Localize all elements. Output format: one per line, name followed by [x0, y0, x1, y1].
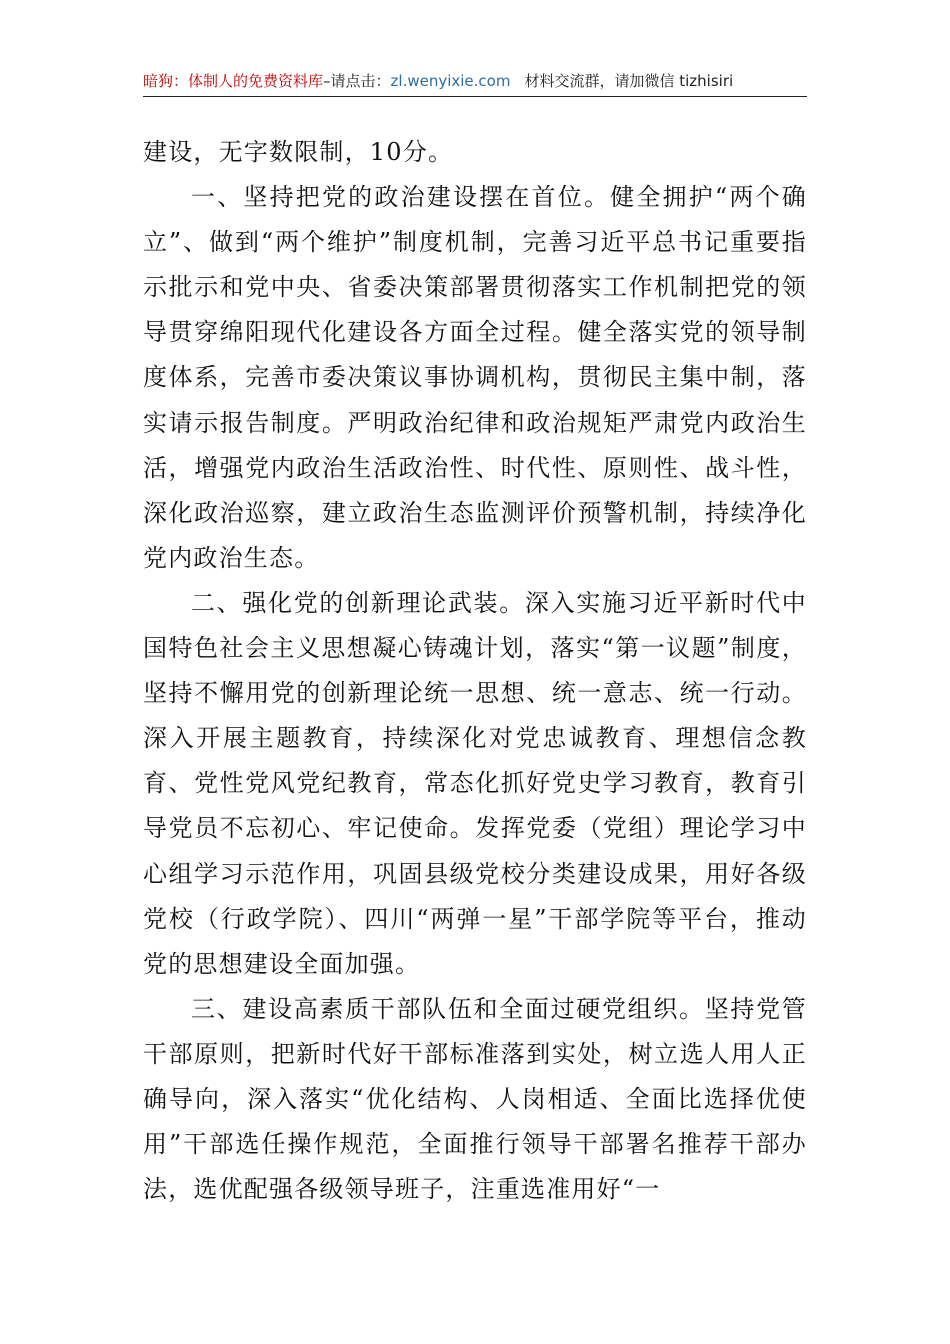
header-url-link[interactable]: zl.wenyixie.com [390, 72, 511, 90]
document-body [143, 130, 807, 1212]
header-prompt-text: –请点击： [323, 72, 391, 90]
page-header-banner [143, 66, 807, 97]
header-brand-text: 暗狗：体制人的免费资料库 [143, 72, 324, 90]
paragraph-2: 二、强化党的创新理论武装。深入实施习近平新时代中国特色社会主义思想凝心铸魂计划，落实“第一议题”制度，坚持不懈用党的创新理论统一思想、统一意志、统一行动。深入开展主题教育，持续深化对党忠诚教育、理想信念教育、党性党风党纪教育，常态化抓好党史学习教育，教育引导党员不忘初心、牢记使命。发挥党委（党组）理论学习中心组学习示范作用，巩固县级党校分类建设成果，用好各级党校（行政学院）、四川“两弹一星”干部学院等平台，推动党的思想建设全面加强。 [143, 588, 807, 978]
paragraph-3: 三、建设高素质干部队伍和全面过硬党组织。坚持党管干部原则，把新时代好干部标准落到实处，树立选人用人正确导向，深入落实“优化结构、人岗相适、全面比选择优使用”干部选任操作规范，全面推行领导干部署名推荐干部办法，选优配强各级领导班子，注重选准用好“一 [143, 994, 807, 1204]
paragraph-1: 一、坚持把党的政治建设摆在首位。健全拥护“两个确立”、做到“两个维护”制度机制，完善习近平总书记重要指示批示和党中央、省委决策部署贯彻落实工作机制把党的领导贯穿绵阳现代化建设各方面全过程。健全落实党的领导制度体系，完善市委决策议事协调机构，贯彻民主集中制，落实请示报告制度。严明政治纪律和政治规矩严肃党内政治生活，增强党内政治生活政治性、时代性、原则性、战斗性，深化政治巡察，建立政治生态监测评价预警机制，持续净化党内政治生态。 [143, 183, 807, 572]
header-group-text: 材料交流群，请加微信 tizhisiri [524, 72, 734, 90]
lead-line: 建设，无字数限制，10分。 [143, 138, 454, 166]
